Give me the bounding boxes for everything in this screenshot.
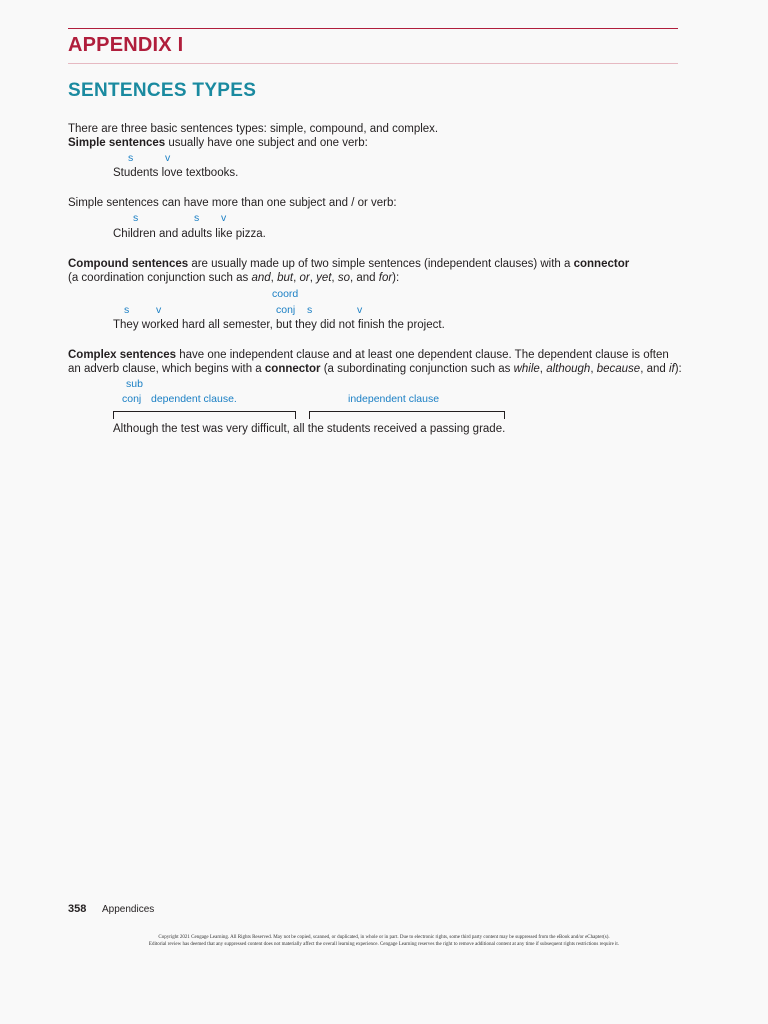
section-title: SENTENCES TYPES xyxy=(68,80,257,101)
independent-clause-bracket xyxy=(309,411,505,419)
simple-multi-text: Simple sentences can have more than one subject and / or verb: xyxy=(68,197,397,209)
complex-text: (a subordinating conjunction such as xyxy=(320,363,514,375)
label-subject: s xyxy=(194,212,200,224)
conj-for: for xyxy=(378,272,393,284)
dependent-clause-bracket xyxy=(113,411,296,419)
label-subject: s xyxy=(124,304,130,316)
comma: , and xyxy=(640,363,669,375)
complex-text: an adverb clause, which begins with a xyxy=(68,363,265,375)
comma: , xyxy=(309,272,317,284)
compound-term: Compound sentences xyxy=(68,258,189,270)
conj-although: although xyxy=(546,363,591,375)
complex-definition-line2 xyxy=(68,362,682,376)
simple-definition xyxy=(68,136,368,150)
label-verb: v xyxy=(357,304,363,316)
connector-term: connector xyxy=(573,258,630,270)
label-verb: v xyxy=(165,152,171,164)
compound-text: (a coordination conjunction such as xyxy=(68,272,252,284)
comma: , xyxy=(270,272,278,284)
label-subject: s xyxy=(128,152,134,164)
label-coord: coord xyxy=(272,288,299,300)
conj-because: because xyxy=(596,363,641,375)
example-sentence-3: They worked hard all semester, but they did not finish the project. xyxy=(113,319,445,331)
simple-term: Simple sentences xyxy=(68,137,166,149)
label-subject: s xyxy=(307,304,313,316)
complex-term: Complex sentences xyxy=(68,349,177,361)
simple-definition-text: usually have one subject and one verb: xyxy=(165,137,368,149)
intro-line: There are three basic sentences types: simple, compound, and complex. xyxy=(68,123,439,135)
close-paren: ): xyxy=(674,363,682,375)
compound-definition xyxy=(68,257,629,271)
complex-text: have one independent clause and at least one dependent clause. The dependent clause is often xyxy=(176,349,669,361)
conj-yet: yet xyxy=(316,272,332,284)
label-conj: conj xyxy=(276,304,296,316)
conj-if: if xyxy=(668,363,675,375)
label-sub: sub xyxy=(126,378,143,390)
label-conj: conj xyxy=(122,393,142,405)
compound-definition-line2 xyxy=(68,271,399,285)
label-independent-clause: independent clause xyxy=(348,393,440,405)
connector-term: connector xyxy=(264,363,321,375)
conj-and: and xyxy=(251,272,271,284)
copyright-line-1: Copyright 2021 Cengage Learning. All Rights Reserved. May not be copied, scanned, or duplicated, in whole or in part. Due to electronic rights, some third party content may be suppressed from the eBook and/or eChapter(s). xyxy=(158,935,610,940)
comma: , xyxy=(331,272,338,284)
compound-text: are usually made up of two simple sentences (independent clauses) with a xyxy=(188,258,574,270)
example-sentence-2: Children and adults like pizza. xyxy=(113,228,266,240)
comma: , and xyxy=(349,272,379,284)
conj-so: so xyxy=(337,272,350,284)
comma: , xyxy=(590,363,597,375)
example-sentence-1: Students love textbooks. xyxy=(113,167,239,179)
label-verb: v xyxy=(221,212,227,224)
conj-while: while xyxy=(513,363,540,375)
label-dependent-clause: dependent clause. xyxy=(151,393,237,405)
comma: , xyxy=(539,363,547,375)
comma: , xyxy=(293,272,300,284)
appendix-title: APPENDIX I xyxy=(68,34,184,56)
page-number: 358 xyxy=(68,903,87,915)
conj-but: but xyxy=(277,272,294,284)
example-sentence-4: Although the test was very difficult, all the students received a passing grade. xyxy=(113,423,506,435)
footer-section: Appendices xyxy=(102,904,155,915)
label-verb: v xyxy=(156,304,162,316)
top-rule xyxy=(68,28,678,29)
label-subject: s xyxy=(133,212,139,224)
conj-or: or xyxy=(299,272,310,284)
copyright-line-2: Editorial review has deemed that any suppressed content does not materially affect the overall learning experience. Cengage Learning reserves the right to remove additional content at any time if subsequent rights restrictions require it. xyxy=(148,942,620,947)
close-paren: ): xyxy=(392,272,400,284)
complex-definition xyxy=(68,348,669,362)
title-rule xyxy=(68,63,678,64)
